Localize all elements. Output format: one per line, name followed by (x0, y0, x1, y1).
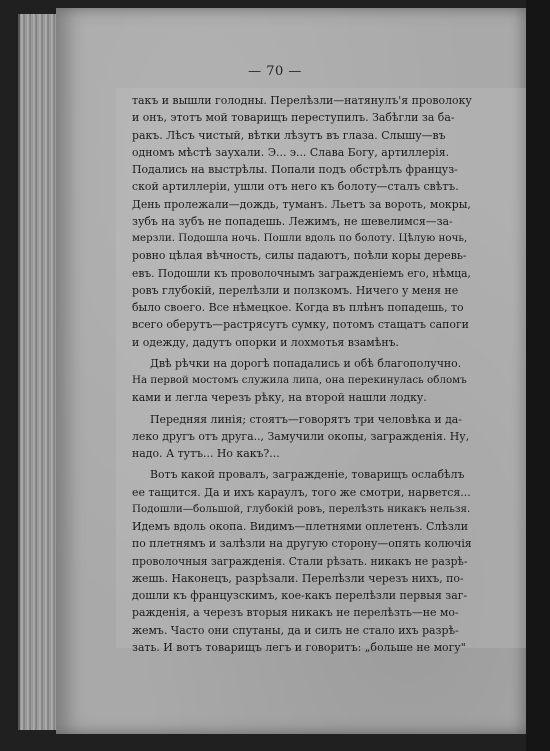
text-line: жешь. Наконецъ, разрѣзали. Перелѣзли черезъ нихъ, по- (132, 571, 464, 585)
text-line: леко другъ отъ друга.., Замучили окопы, загражденія. Ну, (132, 429, 470, 443)
text-line: одномъ мѣстѣ заухали. Э... э... Слава Богу, артиллерія. (132, 145, 450, 159)
text-line: Подошли—большой, глубокій ровъ, перелѣзть никакъ нельзя. (132, 502, 471, 515)
text-line: ровъ глубокій, перелѣзли и ползкомъ. Ничего у меня не (132, 283, 459, 297)
text-line: На первой мостомъ служила липа, она перекинулась обломъ (132, 374, 467, 386)
text-line: Передняя линія; стоятъ—говорятъ три человѣка и да- (150, 412, 462, 426)
body-text (132, 92, 472, 656)
text-line: Вотъ какой провалъ, загражденіе, товарищъ ослабѣлъ (150, 468, 465, 482)
text-line: мерзли. Подошла ночь. Пошли вдоль по болоту. Цѣлую ночь, (132, 232, 468, 244)
text-line: дошли къ французскимъ, кое-какъ перелѣзли первыя заг- (132, 589, 468, 602)
text-line: День пролежали—дождь, туманъ. Льетъ за вороть, мокры, (132, 197, 471, 211)
text-line: жемъ. Часто они спутаны, да и силъ не стало ихъ разрѣ- (132, 623, 459, 637)
text-line: и одежду, дадутъ опорки и лохмотья взамѣнъ. (132, 335, 399, 349)
text-line: зать. И вотъ товарищъ легъ и говоритъ: „больше не могу" (132, 640, 466, 654)
text-line: ее тащится. Да и ихъ караулъ, того же смотри, нарвется... (132, 485, 471, 499)
text-line: ражденія, а черезъ вторыя никакъ не перелѣзть—не мо- (132, 606, 459, 620)
text-line: по плетнямъ и залѣзли на другую сторону—опять колючія (132, 537, 472, 551)
text-line: всего оберутъ—растрясутъ сумку, потомъ стащатъ сапоги (132, 318, 469, 332)
text-line: и онъ, этотъ мой товарищъ переступилъ. Забѣгли за ба- (132, 111, 455, 125)
text-line: надо. А тутъ... Но какъ?... (132, 447, 280, 460)
text-line: ками и легла черезъ рѣку, на второй нашли лодку. (132, 391, 427, 405)
text-line: такъ и вышли голодны. Перелѣзли—натянулъ'я проволоку (132, 94, 472, 107)
text-line: ской артиллеріи, ушли отъ него къ болоту—сталъ свѣтъ. (132, 180, 459, 194)
page-number: — 70 — (248, 64, 302, 79)
text-line: проволочныя загражденія. Стали рѣзать. никакъ не разрѣ- (132, 554, 468, 568)
text-line: евъ. Подошли къ проволочнымъ загражденіемъ его, нѣмца, (132, 266, 471, 280)
text-line: Подались на выстрѣлы. Попали подъ обстрѣлъ француз- (132, 163, 458, 176)
text-line: Двѣ рѣчки на дорогѣ попадались и обѣ благополучно. (150, 356, 462, 370)
book-binding-edge (526, 0, 550, 751)
text-line: ровно цѣлая вѣчность, силы падаютъ, поѣли коры деревь- (132, 249, 467, 263)
text-line: зубъ на зубъ не попадешь. Лежимъ, не шевелимся—за- (132, 214, 453, 228)
text-line: ракъ. Лѣсъ чистый, вѣтки лѣзутъ въ глаза. Слышу—въ (132, 128, 446, 142)
text-line: было своего. Все нѣмецкое. Когда въ плѣнъ попадешь, то (132, 301, 464, 314)
text-line: Идемъ вдоль окопа. Видимъ—плетнями оплетенъ. Слѣзли (132, 520, 468, 533)
